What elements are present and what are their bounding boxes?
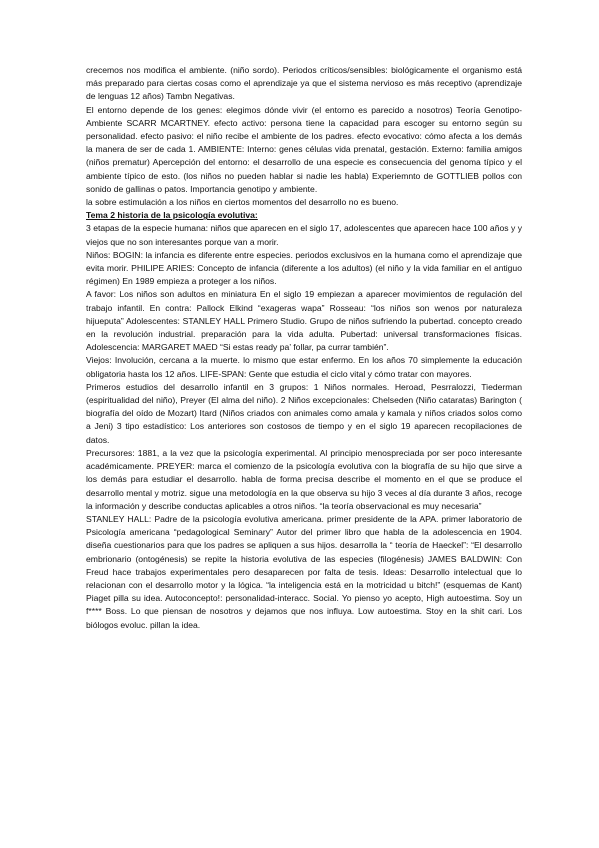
paragraph-genes-entorno: El entorno depende de los genes: elegimos dónde vivir (el entorno es parecido a nosotros) Teoría Genotipo-Ambiente SCARR MCARTNEY. efecto activo: persona tiene la capacidad para escoger su entorno según su personalidad. efecto pasivo: el niño recibe el ambiente de los padres. efecto evocativo: cómo afecta a los demás la manera de ser de cada 1. AMBIENTE: Interno: genes células vida prenatal, gestación. Externo: familia amigos (niños prematur) Apercepción del entorno: el desarrollo de una especie es consecuencia del genoma típico y el ambiente típico de esto. (los niños no pueden hablar si nadie les habla) Experiemnto de GOTTLIEB pollos con sonido de gallinas o patos. Importancia genotipo y ambiente. [86,104,522,194]
paragraph-stanley-hall: STANLEY HALL: Padre de la psicología evolutiva americana. primer presidente de la APA. primer laboratorio de Psicología americana “pedagological Seminary” Autor del primer libro que habla de la adolescencia en 1904. diseña cuestionarios para que los padres se apliquen a sus hijos. desarrolla la “ teoría de Haeckel”: “El desarrollo embrionario (ontogénesis) se repite la historia evolutiva de las especies (filogénesis) JAMES BALDWIN: Con Freud hace trabajos experimentales pero desaparecen por falta de tesis. Ideas: Desarrollo intelectual que lo relacionan con el desarrollo motor y la lógica. “la inteligencia está en la motricidad u bitch!” (esquemas de Kant) Piaget pilla su idea. Autoconcepto!: personalidad-interacc. Social. Yo pienso yo acepto, High autoestima. Soy un f**** Boss. Lo que piensan de nosotros y dejamos que nos influya. Low autoestima. Stoy en la shit cari. Los biólogos evoluc. pillan la idea. [86,513,522,630]
paragraph-sobre-estimulacion: la sobre estimulación a los niños en ciertos momentos del desarrollo no es bueno. [86,197,399,208]
document-page [86,64,522,632]
paragraph-a-favor: A favor: Los niños son adultos en miniatura En el siglo 19 empiezan a aparecer movimientos de regulación del trabajo infantil. En contra: Pallock Elkind “exageras wapa” Rosseau: “los niños son wenos por naturaleza hijueputa” Adolescentes: STANLEY HALL Primero Studio. Grupo de niños sufriendo la pubertad. concepto creado en la revolución industrial. preparación para la vida adulta. Pubertad: universal transformaciones físicas. Adolescencia: MARGARET MAED “Si estas ready pa’ follar, pa currar también”. [86,289,522,353]
paragraph-viejos: Viejos: Involución, cercana a la muerte. lo mismo que estar enfermo. En los años 70 simplemente la educación obligatoria hasta los 12 años. LIFE-SPAN: Gente que estudia el ciclo vital y cómo tratar con mayores. [86,355,522,379]
paragraph-ambiente: crecemos nos modifica el ambiente. (niño sordo). Periodos críticos/sensibles: biológicamente el organismo está más preparado para ciertas cosas como el aprendizaje ya que el sistema nervioso es más receptivo (aprendizaje de lenguas 12 años) Tambn Negativas. [86,65,522,102]
paragraph-ninos: Niños: BOGIN: la infancia es diferente entre especies. periodos exclusivos en la humana como el aprendizaje que evita morir. PHILIPE ARIES: Concepto de infancia (diferente a los adultos) (el niño y la vida familiar en el antiguo régimen) En 1989 empieza a proteger a los niños. [86,249,522,287]
paragraph-precursores: Precursores: 1881, a la vez que la psicología experimental. Al principio menospreciada por ser poco interesante académicamente. PREYER: marca el comienzo de la psicología evolutiva con la biografía de su hijo que sirve a los demás para estudiar el desarrollo. habla de forma precisa describe el momento en el que se produce el desarrollo mental y motriz. sigue una metodología en la que observa su hijo 3 veces al día durante 3 años, recoge la información y describe conductas aplicables a otros niños. “la teoría observacional es muy necesaria” [86,447,522,511]
paragraph-etapas: 3 etapas de la especie humana: niños que aparecen en el siglo 17, adolescentes que aparecen hace 100 años y y viejos que no son interesantes porque van a morir. [86,223,522,247]
paragraph-primeros-estudios: Primeros estudios del desarrollo infantil en 3 grupos: 1 Niños normales. Heroad, Pesrralozzi, Tiederman (espiritualidad del niño), Preyer (El alma del niño). 2 Niños excepcionales: Chelseden (Niño cataratas) Barington ( biografía del oído de Mozart) Itard (Niños criados con animales como amala y kamala y niños criados solos como a Jeni) 3 tipo estadístico: Los anteriores son costosos de tiempo y en el siglo 19 aparecen recopilaciones de datos. [86,381,522,445]
section-heading-tema-2: Tema 2 historia de la psicología evolutiva: [86,210,258,221]
